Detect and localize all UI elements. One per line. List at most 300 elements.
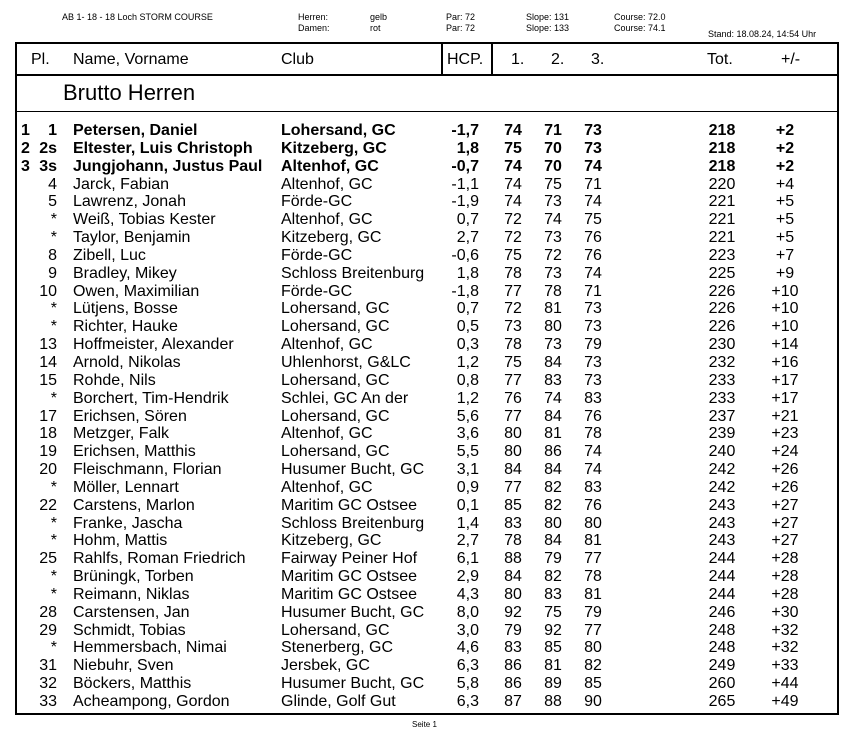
- round-3-score: 73: [584, 300, 602, 318]
- club-name: Jersbek, GC: [281, 657, 370, 675]
- rank: 28: [39, 603, 57, 621]
- round-1-score: 83: [504, 514, 522, 532]
- round-1-score: 74: [504, 122, 522, 139]
- club-name: Glinde, Golf Gut: [281, 693, 396, 710]
- total-score: 248: [708, 639, 736, 657]
- player-name: Taylor, Benjamin: [73, 229, 191, 247]
- total-score: 237: [708, 407, 736, 425]
- player-name: Niebuhr, Sven: [73, 657, 174, 675]
- round-3-score: 90: [584, 693, 602, 710]
- handicap: 6,1: [456, 550, 479, 568]
- club-name: Maritim GC Ostsee: [281, 496, 418, 514]
- club-name: Kitzeberg, GC: [281, 532, 382, 550]
- round-3-score: 71: [584, 282, 602, 300]
- place-marker: 1: [21, 122, 30, 139]
- round-2-score: 88: [544, 693, 562, 710]
- table-row: [17, 390, 837, 408]
- plus-minus: +2: [775, 139, 795, 157]
- round-2-score: 83: [544, 371, 562, 389]
- round-2-score: 81: [544, 300, 562, 318]
- club-name: Schlei, GC An der: [281, 389, 409, 407]
- round-3-score: 85: [584, 675, 602, 693]
- table-row: [17, 604, 837, 622]
- plus-minus: +26: [771, 478, 799, 496]
- total-score: 220: [708, 175, 736, 193]
- player-name: Erichsen, Sören: [73, 407, 187, 425]
- table-row: [17, 158, 837, 176]
- handicap: 1,8: [456, 139, 479, 157]
- club-name: Förde-GC: [281, 246, 353, 264]
- handicap: 3,6: [456, 425, 479, 443]
- table-row: [17, 675, 837, 693]
- handicap: 4,6: [456, 639, 479, 657]
- rank: 4: [48, 175, 57, 193]
- plus-minus: +21: [771, 407, 799, 425]
- round-3-score: 73: [584, 139, 602, 157]
- rank: 25: [39, 550, 57, 568]
- rank: 22: [39, 496, 57, 514]
- player-name: Lütjens, Bosse: [73, 300, 178, 318]
- round-1-score: 86: [504, 657, 522, 675]
- handicap: 5,5: [456, 443, 479, 461]
- round-1-score: 74: [504, 175, 522, 193]
- handicap: 2,9: [456, 568, 479, 586]
- round-2-score: 80: [544, 318, 562, 336]
- player-name: Acheampong, Gordon: [73, 693, 230, 710]
- column-divider: [491, 44, 493, 76]
- handicap: 0,5: [456, 318, 479, 336]
- rank: *: [50, 389, 57, 407]
- player-name: Möller, Lennart: [73, 478, 179, 496]
- results-rows: [17, 122, 837, 711]
- player-name: Rohde, Nils: [73, 371, 156, 389]
- round-3-score: 83: [584, 478, 602, 496]
- player-name: Weiß, Tobias Kester: [73, 211, 216, 229]
- round-3-score: 77: [584, 550, 602, 568]
- round-3-score: 74: [584, 461, 602, 479]
- round-2-score: 81: [544, 425, 562, 443]
- player-name: Petersen, Daniel: [73, 122, 198, 139]
- rank: *: [50, 300, 57, 318]
- round-1-score: 79: [504, 621, 522, 639]
- plus-minus: +32: [771, 621, 799, 639]
- handicap: 1,2: [456, 353, 479, 371]
- place-marker: 2: [21, 139, 30, 157]
- rank: *: [50, 318, 57, 336]
- handicap: 0,1: [456, 496, 479, 514]
- round-1-score: 78: [504, 264, 522, 282]
- table-row: [17, 443, 837, 461]
- course-herren: Course: 72.0: [614, 12, 666, 22]
- total-score: 221: [708, 211, 736, 229]
- rank: 10: [39, 282, 57, 300]
- table-row: [17, 354, 837, 372]
- col-round-1: 1.: [511, 51, 525, 68]
- round-2-score: 92: [544, 621, 562, 639]
- round-2-score: 78: [544, 282, 562, 300]
- total-score: 243: [708, 532, 736, 550]
- round-3-score: 74: [584, 157, 602, 175]
- table-row: [17, 693, 837, 711]
- player-name: Erichsen, Matthis: [73, 443, 196, 461]
- total-score: 242: [708, 478, 736, 496]
- club-name: Stenerberg, GC: [281, 639, 394, 657]
- round-2-score: 84: [544, 532, 562, 550]
- column-divider: [441, 44, 443, 76]
- round-3-score: 76: [584, 407, 602, 425]
- rank: 31: [39, 657, 57, 675]
- rank: *: [50, 568, 57, 586]
- club-name: Lohersand, GC: [281, 122, 396, 139]
- plus-minus: +30: [771, 603, 799, 621]
- round-2-score: 73: [544, 193, 562, 211]
- round-2-score: 74: [544, 211, 562, 229]
- plus-minus: +23: [771, 425, 799, 443]
- round-1-score: 85: [504, 496, 522, 514]
- total-score: 218: [708, 139, 736, 157]
- round-2-score: 86: [544, 443, 562, 461]
- table-row: [17, 550, 837, 568]
- table-row: [17, 515, 837, 533]
- plus-minus: +44: [771, 675, 799, 693]
- rank: *: [50, 478, 57, 496]
- player-name: Franke, Jascha: [73, 514, 183, 532]
- total-score: 223: [708, 246, 736, 264]
- player-name: Carstensen, Jan: [73, 603, 190, 621]
- table-row: [17, 657, 837, 675]
- player-name: Reimann, Niklas: [73, 585, 190, 603]
- handicap: 0,3: [456, 336, 479, 354]
- player-name: Metzger, Falk: [73, 425, 170, 443]
- handicap: 1,4: [456, 514, 479, 532]
- round-1-score: 78: [504, 336, 522, 354]
- handicap: 0,7: [456, 300, 479, 318]
- place-marker: 3: [21, 157, 30, 175]
- player-name: Arnold, Nikolas: [73, 353, 181, 371]
- round-3-score: 75: [584, 211, 602, 229]
- round-1-score: 74: [504, 157, 522, 175]
- rank: 19: [39, 443, 57, 461]
- round-1-score: 84: [504, 461, 522, 479]
- table-row: [17, 122, 837, 140]
- plus-minus: +33: [771, 657, 799, 675]
- total-score: 249: [708, 657, 736, 675]
- club-name: Förde-GC: [281, 193, 353, 211]
- plus-minus: +9: [775, 264, 795, 282]
- round-2-score: 71: [544, 122, 562, 139]
- handicap: 2,7: [456, 532, 479, 550]
- round-1-score: 75: [504, 139, 522, 157]
- plus-minus: +5: [775, 211, 795, 229]
- plus-minus: +28: [771, 550, 799, 568]
- slope-damen: Slope: 133: [526, 23, 570, 33]
- total-score: 218: [708, 122, 736, 139]
- player-name: Rahlfs, Roman Friedrich: [73, 550, 246, 568]
- club-name: Altenhof, GC: [281, 211, 373, 229]
- results-table: [15, 42, 839, 715]
- table-row: [17, 425, 837, 443]
- total-score: 243: [708, 514, 736, 532]
- table-row: [17, 568, 837, 586]
- player-name: Fleischmann, Florian: [73, 461, 222, 479]
- stand-timestamp: Stand: 18.08.24, 14:54 Uhr: [708, 29, 817, 39]
- club-name: Schloss Breitenburg: [281, 514, 425, 532]
- player-name: Richter, Hauke: [73, 318, 178, 336]
- plus-minus: +17: [771, 371, 799, 389]
- player-name: Hoffmeister, Alexander: [73, 336, 234, 354]
- round-3-score: 76: [584, 496, 602, 514]
- rank: 20: [39, 461, 57, 479]
- player-name: Carstens, Marlon: [73, 496, 195, 514]
- total-score: 218: [708, 157, 736, 175]
- rank: 17: [39, 407, 57, 425]
- section-title: Brutto Herren: [63, 80, 196, 105]
- round-2-score: 81: [544, 657, 562, 675]
- round-3-score: 83: [584, 389, 602, 407]
- total-score: 243: [708, 496, 736, 514]
- round-3-score: 73: [584, 122, 602, 139]
- total-score: 221: [708, 229, 736, 247]
- total-score: 246: [708, 603, 736, 621]
- table-row: [17, 639, 837, 657]
- club-name: Husumer Bucht, GC: [281, 461, 425, 479]
- player-name: Owen, Maximilian: [73, 282, 200, 300]
- rank: 5: [48, 193, 57, 211]
- round-2-score: 84: [544, 407, 562, 425]
- handicap: 2,7: [456, 229, 479, 247]
- round-2-score: 74: [544, 389, 562, 407]
- table-row: [17, 461, 837, 479]
- plus-minus: +28: [771, 568, 799, 586]
- col-hcp: HCP.: [447, 51, 484, 68]
- table-row: [17, 140, 837, 158]
- table-row: [17, 336, 837, 354]
- round-1-score: 77: [504, 407, 522, 425]
- rank: 2s: [39, 139, 57, 157]
- plus-minus: +10: [771, 300, 799, 318]
- round-1-score: 86: [504, 675, 522, 693]
- total-score: 242: [708, 461, 736, 479]
- round-3-score: 78: [584, 425, 602, 443]
- total-score: 233: [708, 371, 736, 389]
- club-name: Altenhof, GC: [281, 478, 373, 496]
- table-row: [17, 497, 837, 515]
- handicap: -1,7: [451, 122, 479, 139]
- rank: 29: [39, 621, 57, 639]
- round-2-score: 83: [544, 585, 562, 603]
- total-score: 248: [708, 621, 736, 639]
- club-name: Lohersand, GC: [281, 407, 390, 425]
- plus-minus: +10: [771, 282, 799, 300]
- round-1-score: 77: [504, 478, 522, 496]
- round-3-score: 73: [584, 371, 602, 389]
- round-2-score: 80: [544, 514, 562, 532]
- total-score: 230: [708, 336, 736, 354]
- player-name: Böckers, Matthis: [73, 675, 192, 693]
- total-score: 244: [708, 585, 736, 603]
- round-1-score: 84: [504, 568, 522, 586]
- round-2-score: 75: [544, 175, 562, 193]
- round-2-score: 84: [544, 353, 562, 371]
- plus-minus: +14: [771, 336, 799, 354]
- table-row: [17, 532, 837, 550]
- round-1-score: 77: [504, 282, 522, 300]
- total-score: 226: [708, 300, 736, 318]
- club-name: Fairway Peiner Hof: [281, 550, 418, 568]
- round-1-score: 80: [504, 443, 522, 461]
- club-name: Altenhof, GC: [281, 425, 373, 443]
- total-score: 260: [708, 675, 736, 693]
- total-score: 232: [708, 353, 736, 371]
- table-row: [17, 247, 837, 265]
- round-2-score: 79: [544, 550, 562, 568]
- table-row: [17, 408, 837, 426]
- col-pl: Pl.: [31, 51, 50, 68]
- round-3-score: 74: [584, 193, 602, 211]
- plus-minus: +5: [775, 193, 795, 211]
- handicap: 0,8: [456, 371, 479, 389]
- handicap: 8,0: [456, 603, 479, 621]
- handicap: 0,7: [456, 211, 479, 229]
- round-1-score: 74: [504, 193, 522, 211]
- rank: *: [50, 229, 57, 247]
- handicap: 4,3: [456, 585, 479, 603]
- plus-minus: +32: [771, 639, 799, 657]
- rank: 14: [39, 353, 57, 371]
- round-3-score: 82: [584, 657, 602, 675]
- plus-minus: +5: [775, 229, 795, 247]
- plus-minus: +26: [771, 461, 799, 479]
- player-name: Bradley, Mikey: [73, 264, 177, 282]
- handicap: 0,9: [456, 478, 479, 496]
- round-1-score: 80: [504, 585, 522, 603]
- col-total: Tot.: [707, 51, 733, 68]
- plus-minus: +49: [771, 693, 799, 710]
- round-1-score: 80: [504, 425, 522, 443]
- club-name: Husumer Bucht, GC: [281, 603, 425, 621]
- round-3-score: 73: [584, 353, 602, 371]
- round-3-score: 76: [584, 229, 602, 247]
- round-1-score: 77: [504, 371, 522, 389]
- round-1-score: 87: [504, 693, 522, 710]
- round-3-score: 80: [584, 514, 602, 532]
- rank: 18: [39, 425, 57, 443]
- slope-herren: Slope: 131: [526, 12, 570, 22]
- handicap: 1,2: [456, 389, 479, 407]
- total-score: 233: [708, 389, 736, 407]
- rank: *: [50, 639, 57, 657]
- club-name: Förde-GC: [281, 282, 353, 300]
- handicap: 6,3: [456, 657, 479, 675]
- handicap: -0,6: [451, 246, 479, 264]
- col-plus-minus: +/-: [781, 51, 801, 68]
- club-name: Schloss Breitenburg: [281, 264, 425, 282]
- round-1-score: 83: [504, 639, 522, 657]
- table-row: [17, 300, 837, 318]
- player-name: Zibell, Luc: [73, 246, 146, 264]
- club-name: Altenhof, GC: [281, 157, 379, 175]
- total-score: 225: [708, 264, 736, 282]
- total-score: 240: [708, 443, 736, 461]
- round-3-score: 74: [584, 264, 602, 282]
- round-2-score: 85: [544, 639, 562, 657]
- round-2-score: 82: [544, 478, 562, 496]
- player-name: Schmidt, Tobias: [73, 621, 186, 639]
- round-3-score: 73: [584, 318, 602, 336]
- page-footer: Seite 1: [412, 720, 437, 729]
- round-3-score: 76: [584, 246, 602, 264]
- par-herren: Par: 72: [446, 12, 476, 22]
- course-damen: Course: 74.1: [614, 23, 666, 33]
- round-1-score: 72: [504, 229, 522, 247]
- table-row: [17, 318, 837, 336]
- round-3-score: 77: [584, 621, 602, 639]
- club-name: Lohersand, GC: [281, 371, 390, 389]
- player-name: Borchert, Tim-Hendrik: [73, 389, 229, 407]
- round-2-score: 84: [544, 461, 562, 479]
- herren-label: Herren:: [298, 12, 329, 22]
- herren-tee: gelb: [370, 12, 388, 22]
- round-1-score: 73: [504, 318, 522, 336]
- plus-minus: +7: [775, 246, 795, 264]
- round-3-score: 79: [584, 336, 602, 354]
- handicap: -1,9: [451, 193, 479, 211]
- club-name: Altenhof, GC: [281, 175, 373, 193]
- table-row: [17, 283, 837, 301]
- club-name: Kitzeberg, GC: [281, 229, 382, 247]
- plus-minus: +28: [771, 585, 799, 603]
- col-club: Club: [281, 51, 314, 68]
- total-score: 226: [708, 318, 736, 336]
- rank: 3s: [39, 157, 57, 175]
- club-name: Kitzeberg, GC: [281, 139, 387, 157]
- player-name: Brüningk, Torben: [73, 568, 194, 586]
- club-name: Lohersand, GC: [281, 621, 390, 639]
- table-row: [17, 265, 837, 283]
- round-2-score: 73: [544, 336, 562, 354]
- club-name: Maritim GC Ostsee: [281, 585, 418, 603]
- club-name: Lohersand, GC: [281, 318, 390, 336]
- table-row: [17, 176, 837, 194]
- round-2-score: 75: [544, 603, 562, 621]
- total-score: 244: [708, 550, 736, 568]
- round-2-score: 73: [544, 229, 562, 247]
- plus-minus: +27: [771, 532, 799, 550]
- round-2-score: 73: [544, 264, 562, 282]
- round-1-score: 92: [504, 603, 522, 621]
- rank: *: [50, 532, 57, 550]
- round-1-score: 76: [504, 389, 522, 407]
- round-1-score: 75: [504, 353, 522, 371]
- plus-minus: +2: [775, 157, 795, 175]
- round-3-score: 81: [584, 532, 602, 550]
- total-score: 265: [708, 693, 736, 710]
- section-heading: [17, 76, 837, 112]
- handicap: 6,3: [456, 693, 479, 710]
- round-3-score: 71: [584, 175, 602, 193]
- rank: 32: [39, 675, 57, 693]
- round-2-score: 82: [544, 568, 562, 586]
- rank: 15: [39, 371, 57, 389]
- plus-minus: +27: [771, 496, 799, 514]
- plus-minus: +17: [771, 389, 799, 407]
- club-name: Lohersand, GC: [281, 443, 390, 461]
- table-row: [17, 479, 837, 497]
- round-2-score: 82: [544, 496, 562, 514]
- plus-minus: +10: [771, 318, 799, 336]
- column-header-row: [17, 44, 837, 76]
- handicap: -0,7: [451, 157, 479, 175]
